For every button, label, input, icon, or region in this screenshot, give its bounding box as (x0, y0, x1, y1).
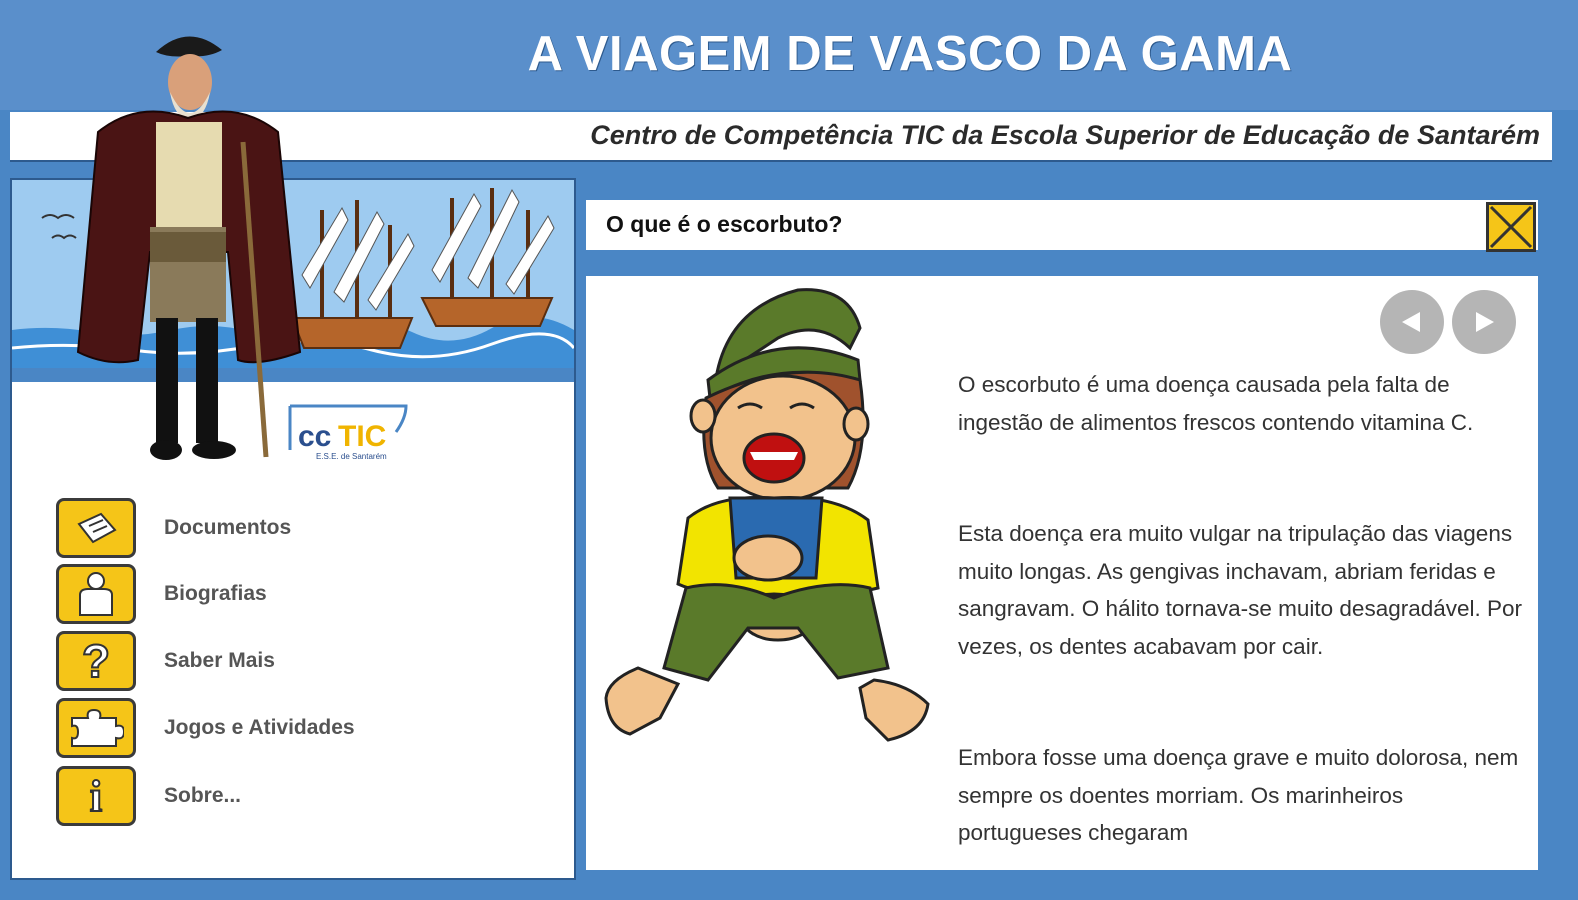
previous-button[interactable] (1380, 290, 1444, 354)
menu-item-saber-mais[interactable] (56, 631, 436, 691)
scurvy-sailor-illustration (598, 288, 938, 748)
svg-text:cc: cc (298, 420, 332, 453)
menu-item-biografias[interactable] (56, 564, 436, 624)
arrow-left-icon (1398, 308, 1426, 336)
person-icon (56, 564, 136, 624)
close-icon (1489, 205, 1533, 249)
menu-item-label: Documentos (164, 516, 292, 539)
menu-item-label: Jogos e Atividades (164, 716, 355, 739)
content-paragraph: Esta doença era muito vulgar na tripulação das viagens muito longas. As gengivas inchavam, abriam feridas e sangravam. O hálito tornava-se muito desagradável. Por vezes, os dentes acabavam por cair. (958, 521, 1523, 659)
menu-item-documentos[interactable] (56, 498, 436, 558)
cctic-logo (286, 402, 410, 462)
arrow-right-icon (1470, 308, 1498, 336)
content-paragraph: O escorbuto é uma doença causada pela falta de ingestão de alimentos frescos contendo vitamina C. (958, 372, 1474, 435)
page-subtitle: Centro de Competência TIC da Escola Superior de Educação de Santarém (590, 120, 1540, 150)
puzzle-icon (56, 698, 136, 758)
cctic-logo-caption: E.S.E. de Santarém (316, 452, 387, 461)
menu-item-jogos-e-atividades[interactable] (56, 698, 436, 758)
menu-item-label: Biografias (164, 582, 267, 605)
content-paragraph: Embora fosse uma doença grave e muito dolorosa, nem sempre os doentes morriam. Os marinheiros portugueses chegaram (958, 745, 1519, 845)
svg-text:TIC: TIC (338, 420, 387, 453)
question-title: O que é o escorbuto? (606, 211, 843, 237)
vasco-da-gama-portrait (38, 22, 308, 477)
menu-item-label: Sobre... (164, 784, 242, 807)
close-button[interactable] (1486, 202, 1536, 252)
info-icon: i (56, 766, 136, 826)
menu-item-label: Saber Mais (164, 649, 275, 672)
menu-item-sobre[interactable] (56, 766, 436, 826)
next-button[interactable] (1452, 290, 1516, 354)
question-icon: ? (56, 631, 136, 691)
document-icon (56, 498, 136, 558)
page-title: A VIAGEM DE VASCO DA GAMA (527, 27, 1293, 81)
